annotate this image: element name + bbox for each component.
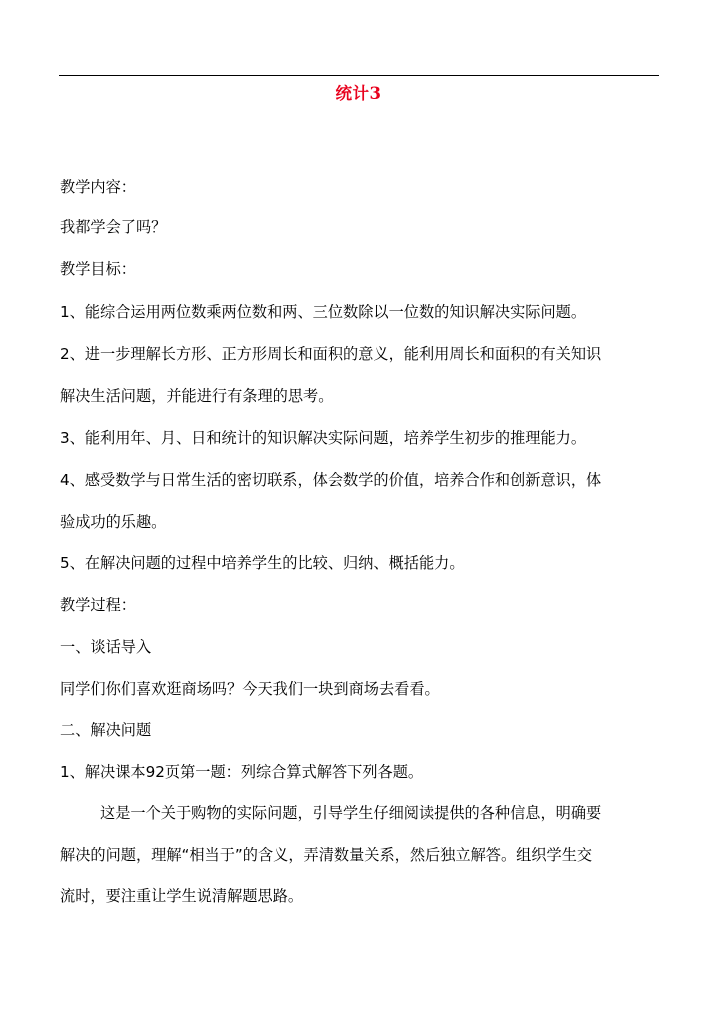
text-line: 5、在解决问题的过程中培养学生的比较、归纳、概括能力。 xyxy=(60,554,465,572)
text-line: 解决生活问题，并能进行有条理的思考。 xyxy=(60,387,334,405)
text-line: 流时，要注重让学生说清解题思路。 xyxy=(60,887,303,905)
text-line: 验成功的乐趣。 xyxy=(60,513,167,531)
text-line: 教学内容： xyxy=(60,178,136,196)
text-line: 这是一个关于购物的实际问题，引导学生仔细阅读提供的各种信息，明确要 xyxy=(100,804,602,822)
text-line: 教学目标： xyxy=(60,260,136,278)
text-line: 1、解决课本92页第一题：列综合算式解答下列各题。 xyxy=(60,763,424,781)
text-line: 教学过程： xyxy=(60,596,136,614)
page-title: 统计3 xyxy=(335,84,382,103)
text-line: 解决的问题，理解“相当于”的含义，弄清数量关系，然后独立解答。组织学生交 xyxy=(60,846,593,864)
text-line: 二、解决问题 xyxy=(60,721,152,739)
text-line: 4、感受数学与日常生活的密切联系，体会数学的价值，培养合作和创新意识，体 xyxy=(60,471,602,489)
text-line: 同学们你们喜欢逛商场吗？今天我们一块到商场去看看。 xyxy=(60,680,440,698)
text-line: 一、谈话导入 xyxy=(60,638,152,656)
text-line: 2、进一步理解长方形、正方形周长和面积的意义，能利用周长和面积的有关知识 xyxy=(60,345,602,363)
header-rule xyxy=(59,75,659,76)
text-line: 1、能综合运用两位数乘两位数和两、三位数除以一位数的知识解决实际问题。 xyxy=(60,303,587,321)
text-line: 我都学会了吗？ xyxy=(60,218,167,236)
text-line: 3、能利用年、月、日和统计的知识解决实际问题，培养学生初步的推理能力。 xyxy=(60,429,587,447)
